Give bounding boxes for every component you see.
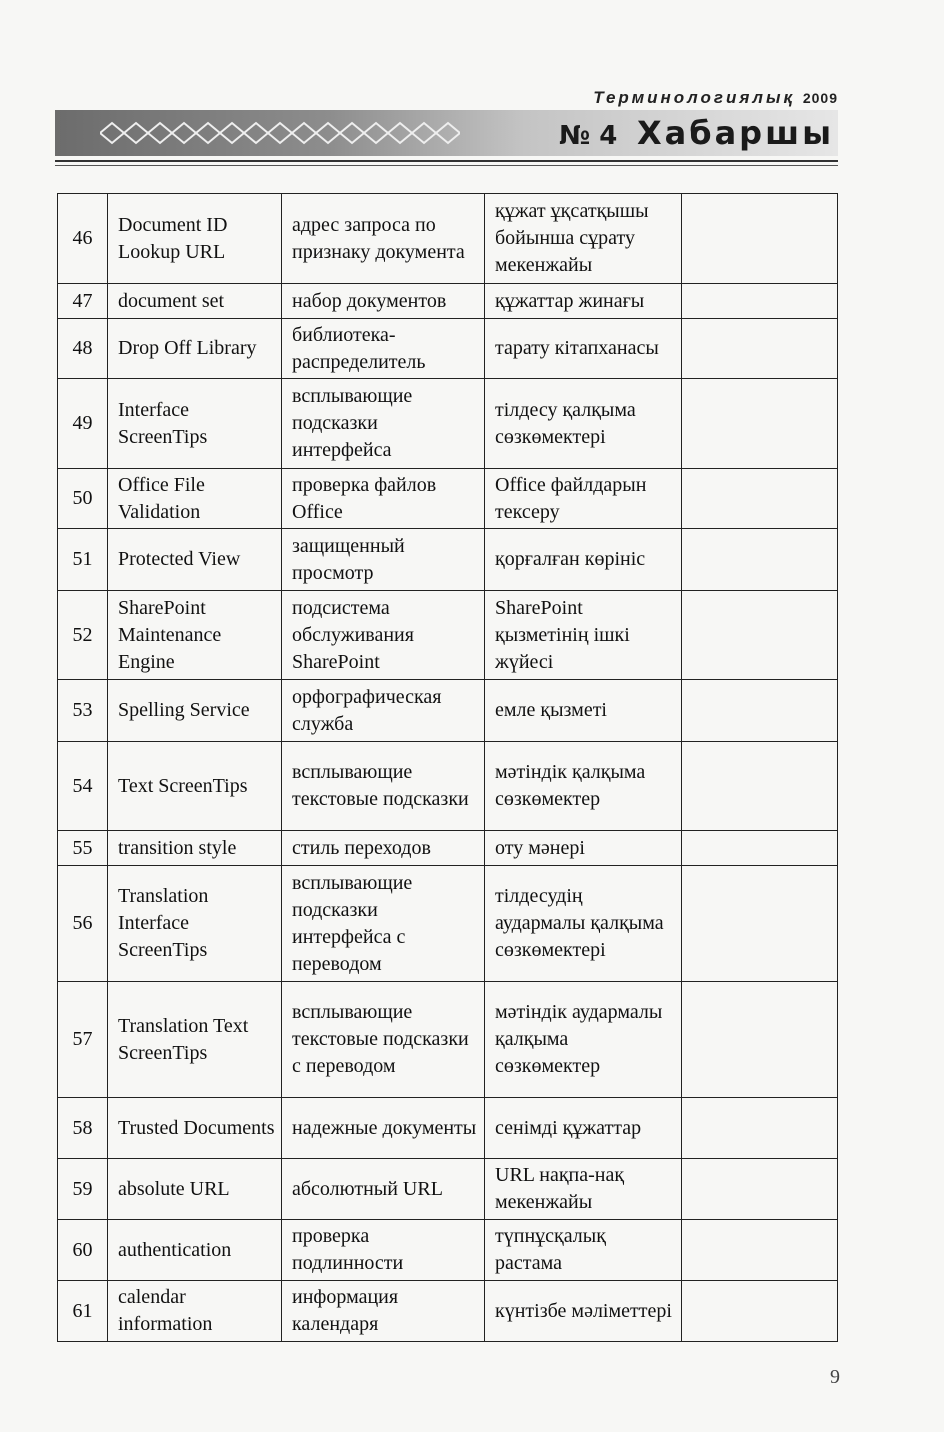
- term-kazakh: оту мәнері: [485, 831, 682, 866]
- term-english: authentication: [108, 1220, 282, 1281]
- term-kazakh: қорғалған көрініс: [485, 529, 682, 591]
- term-russian: абсолютный URL: [282, 1159, 485, 1220]
- table-row: [58, 319, 838, 379]
- row-number: 60: [58, 1220, 108, 1281]
- row-number: 46: [58, 194, 108, 284]
- empty-cell: [682, 379, 838, 469]
- term-english: Spelling Service: [108, 680, 282, 742]
- table-row: [58, 469, 838, 529]
- issue-title: [559, 114, 834, 152]
- term-english: Protected View: [108, 529, 282, 591]
- journal-year: 2009: [802, 90, 838, 106]
- term-russian: адрес запроса по признаку документа: [282, 194, 485, 284]
- issue-number: № 4: [558, 121, 618, 151]
- empty-cell: [682, 1281, 838, 1342]
- table-row: [58, 1159, 838, 1220]
- term-english: Office File Validation: [108, 469, 282, 529]
- term-russian: защищенный просмотр: [282, 529, 485, 591]
- table-row: [58, 591, 838, 680]
- row-number: 57: [58, 982, 108, 1098]
- row-number: 52: [58, 591, 108, 680]
- table-row: [58, 982, 838, 1098]
- term-kazakh: Office файлдарын тексеру: [485, 469, 682, 529]
- term-english: Drop Off Library: [108, 319, 282, 379]
- empty-cell: [682, 194, 838, 284]
- term-kazakh: тілдесудің аудармалы қалқыма сөзкөмектері: [485, 866, 682, 982]
- term-english: Trusted Documents: [108, 1098, 282, 1159]
- row-number: 55: [58, 831, 108, 866]
- table-row: [58, 1281, 838, 1342]
- row-number: 59: [58, 1159, 108, 1220]
- term-russian: всплывающие текстовые подсказки: [282, 742, 485, 831]
- term-kazakh: тілдесу қалқыма сөзкөмектері: [485, 379, 682, 469]
- term-kazakh: құжаттар жинағы: [485, 284, 682, 319]
- term-kazakh: құжат ұқсатқышы бойынша сұрату мекенжайы: [485, 194, 682, 284]
- empty-cell: [682, 469, 838, 529]
- empty-cell: [682, 319, 838, 379]
- empty-cell: [682, 1098, 838, 1159]
- term-english: Translation Text ScreenTips: [108, 982, 282, 1098]
- journal-banner-name: Хабаршы: [636, 114, 834, 152]
- term-russian: всплывающие подсказки интерфейса: [282, 379, 485, 469]
- table-row: [58, 1220, 838, 1281]
- term-kazakh: URL нақпа-нақ мекенжайы: [485, 1159, 682, 1220]
- term-russian: надежные документы: [282, 1098, 485, 1159]
- term-english: Interface ScreenTips: [108, 379, 282, 469]
- term-russian: библиотека-распределитель: [282, 319, 485, 379]
- row-number: 50: [58, 469, 108, 529]
- term-russian: проверка подлинности: [282, 1220, 485, 1281]
- header-rule: [55, 160, 838, 162]
- empty-cell: [682, 284, 838, 319]
- term-kazakh: мәтіндік аудармалы қалқыма сөзкөмектер: [485, 982, 682, 1098]
- ornament-pattern: [100, 118, 460, 148]
- terms-table: [57, 193, 838, 1342]
- term-russian: стиль переходов: [282, 831, 485, 866]
- table-row: [58, 1098, 838, 1159]
- term-kazakh: емле қызметі: [485, 680, 682, 742]
- term-russian: всплывающие подсказки интерфейса с переводом: [282, 866, 485, 982]
- row-number: 54: [58, 742, 108, 831]
- journal-name: Терминологиялық: [593, 88, 796, 107]
- table-row: [58, 194, 838, 284]
- term-english: Translation Interface ScreenTips: [108, 866, 282, 982]
- term-russian: информация календаря: [282, 1281, 485, 1342]
- header-banner: [55, 110, 838, 156]
- empty-cell: [682, 742, 838, 831]
- term-kazakh: күнтізбе мәліметтері: [485, 1281, 682, 1342]
- term-kazakh: тарату кітапханасы: [485, 319, 682, 379]
- row-number: 49: [58, 379, 108, 469]
- table-row: [58, 866, 838, 982]
- empty-cell: [682, 831, 838, 866]
- row-number: 48: [58, 319, 108, 379]
- table-row: [58, 680, 838, 742]
- term-english: calendar information: [108, 1281, 282, 1342]
- page-number: 9: [830, 1366, 840, 1388]
- table-row: [58, 831, 838, 866]
- row-number: 51: [58, 529, 108, 591]
- term-russian: всплывающие текстовые подсказки с переводом: [282, 982, 485, 1098]
- term-russian: проверка файлов Office: [282, 469, 485, 529]
- term-english: document set: [108, 284, 282, 319]
- empty-cell: [682, 866, 838, 982]
- term-russian: набор документов: [282, 284, 485, 319]
- journal-title: [540, 88, 838, 108]
- empty-cell: [682, 1220, 838, 1281]
- row-number: 56: [58, 866, 108, 982]
- table-row: [58, 379, 838, 469]
- row-number: 61: [58, 1281, 108, 1342]
- table-row: [58, 529, 838, 591]
- row-number: 53: [58, 680, 108, 742]
- table-row: [58, 742, 838, 831]
- header-rule-thin: [55, 165, 838, 166]
- term-kazakh: түпнұсқалық растама: [485, 1220, 682, 1281]
- empty-cell: [682, 680, 838, 742]
- term-english: transition style: [108, 831, 282, 866]
- row-number: 47: [58, 284, 108, 319]
- term-kazakh: мәтіндік қалқыма сөзкөмектер: [485, 742, 682, 831]
- row-number: 58: [58, 1098, 108, 1159]
- term-russian: подсистема обслуживания SharePoint: [282, 591, 485, 680]
- term-english: Document ID Lookup URL: [108, 194, 282, 284]
- term-russian: орфографическая служба: [282, 680, 485, 742]
- empty-cell: [682, 529, 838, 591]
- term-english: SharePoint Maintenance Engine: [108, 591, 282, 680]
- term-english: absolute URL: [108, 1159, 282, 1220]
- term-english: Text ScreenTips: [108, 742, 282, 831]
- table-row: [58, 284, 838, 319]
- term-kazakh: SharePoint қызметінің ішкі жүйесі: [485, 591, 682, 680]
- empty-cell: [682, 1159, 838, 1220]
- empty-cell: [682, 982, 838, 1098]
- term-kazakh: сенімді құжаттар: [485, 1098, 682, 1159]
- empty-cell: [682, 591, 838, 680]
